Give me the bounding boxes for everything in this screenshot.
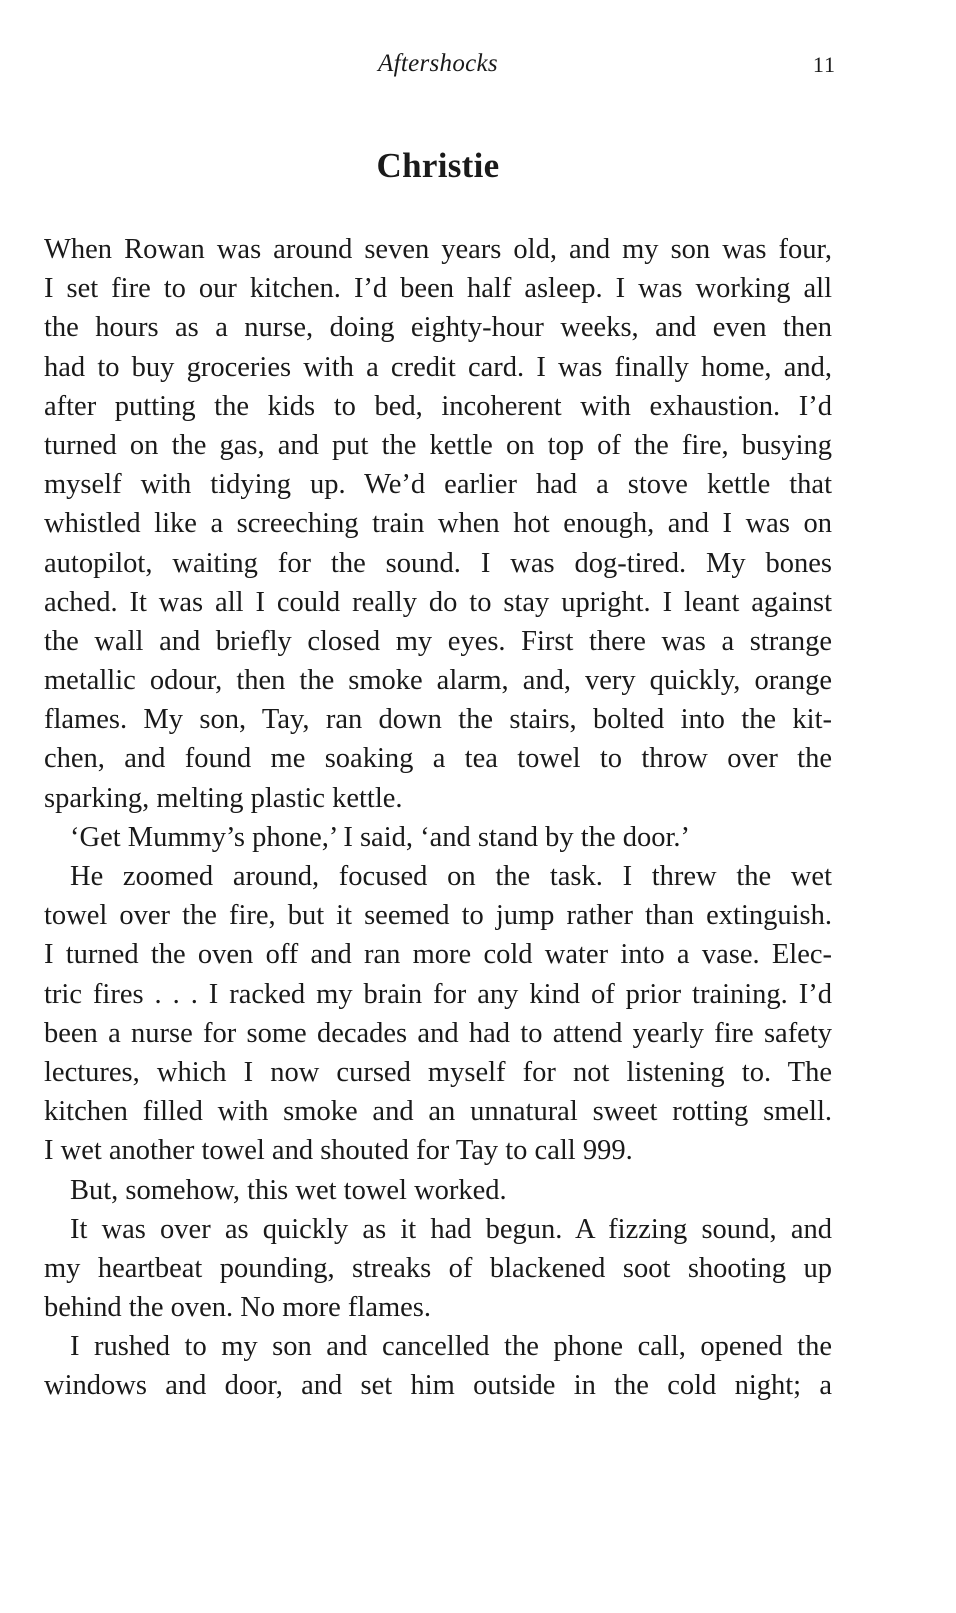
text-line: turned on the gas, and put the kettle on top of the fire, busying: [44, 429, 832, 461]
running-title: Aftershocks: [378, 50, 498, 77]
text-line: been a nurse for some decades and had to attend yearly fire safety: [44, 1017, 832, 1049]
text-line: I wet another towel and shouted for Tay to call 999.: [44, 1135, 633, 1167]
text-line: towel over the fire, but it seemed to jump rather than extinguish.: [44, 900, 832, 932]
chapter-title: Christie: [376, 146, 500, 185]
text-line: It was over as quickly as it had begun. A fizzing sound, and: [70, 1213, 832, 1245]
text-line: my heartbeat pounding, streaks of blackened soot shooting up: [44, 1252, 832, 1284]
text-line: sparking, melting plastic kettle.: [44, 782, 403, 814]
text-line: metallic odour, then the smoke alarm, and, very quickly, orange: [44, 665, 832, 697]
text-line: autopilot, waiting for the sound. I was dog-tired. My bones: [44, 547, 832, 579]
text-line: lectures, which I now cursed myself for not listening to. The: [44, 1056, 832, 1088]
page-number: 11: [812, 52, 836, 77]
text-line: ached. It was all I could really do to stay upright. I leant against: [44, 586, 832, 618]
text-line: kitchen filled with smoke and an unnatural sweet rotting smell.: [44, 1096, 832, 1128]
text-line: ‘Get Mummy’s phone,’ I said, ‘and stand by the door.’: [70, 821, 691, 853]
text-line: When Rowan was around seven years old, and my son was four,: [44, 234, 832, 265]
text-line: windows and door, and set him outside in the cold night; a: [44, 1370, 832, 1402]
running-head: [0, 50, 956, 86]
body-text: [44, 230, 832, 1406]
text-line: after putting the kids to bed, incoherent with exhaustion. I’d: [44, 390, 832, 422]
text-line: whistled like a screeching train when hot enough, and I was on: [44, 508, 832, 540]
text-line: I set fire to our kitchen. I’d been half asleep. I was working all: [44, 273, 832, 305]
text-line: flames. My son, Tay, ran down the stairs, bolted into the kit-: [44, 704, 832, 736]
text-line: chen, and found me soaking a tea towel to throw over the: [44, 743, 832, 775]
text-line: myself with tidying up. We’d earlier had a stove kettle that: [44, 469, 832, 501]
text-line: behind the oven. No more flames.: [44, 1292, 432, 1324]
text-line: tric fires . . . I racked my brain for any kind of prior training. I’d: [44, 978, 832, 1010]
text-line: I rushed to my son and cancelled the phone call, opened the: [70, 1331, 832, 1363]
text-line: the hours as a nurse, doing eighty-hour weeks, and even then: [44, 312, 832, 344]
text-line: had to buy groceries with a credit card. I was finally home, and,: [44, 351, 832, 383]
text-line: I turned the oven off and ran more cold water into a vase. Elec-: [44, 939, 832, 971]
text-line: But, somehow, this wet towel worked.: [70, 1174, 507, 1206]
text-line: the wall and briefly closed my eyes. First there was a strange: [44, 625, 832, 657]
text-line: He zoomed around, focused on the task. I threw the wet: [70, 861, 832, 892]
